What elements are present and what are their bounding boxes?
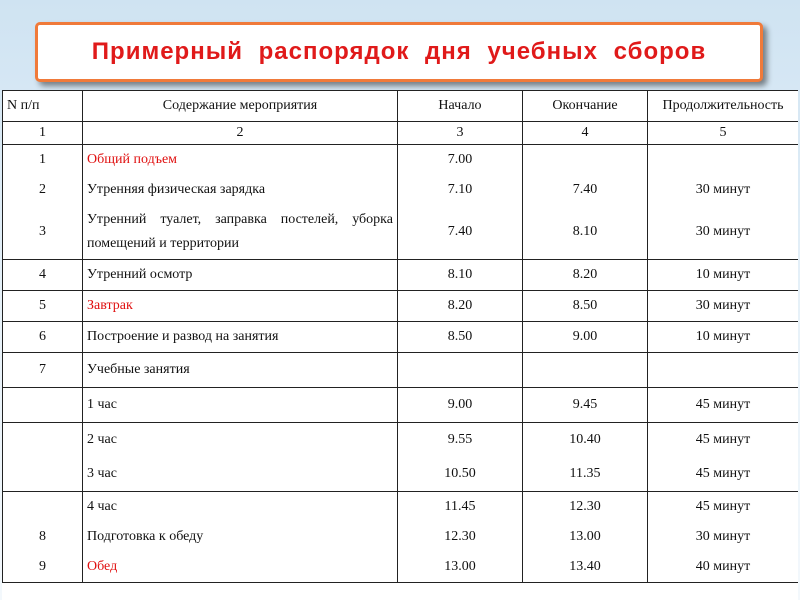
row-number: 8 (3, 522, 83, 552)
row-duration: 45 минут (648, 457, 799, 492)
row-duration (648, 353, 799, 388)
column-number: 2 (83, 122, 398, 145)
table-row (3, 291, 799, 322)
row-duration: 45 минут (648, 388, 799, 423)
row-end: 13.40 (523, 552, 648, 583)
row-number (3, 388, 83, 423)
schedule-table (2, 90, 798, 583)
row-end: 10.40 (523, 423, 648, 458)
table-row (3, 552, 799, 583)
row-number: 4 (3, 260, 83, 291)
table-row (3, 322, 799, 353)
column-number: 4 (523, 122, 648, 145)
row-start: 7.40 (398, 205, 523, 260)
row-start: 8.20 (398, 291, 523, 322)
column-number: 5 (648, 122, 799, 145)
row-number: 2 (3, 175, 83, 205)
row-end: 8.20 (523, 260, 648, 291)
row-start: 7.10 (398, 175, 523, 205)
row-end: 8.10 (523, 205, 648, 260)
row-start: 12.30 (398, 522, 523, 552)
table-row (3, 175, 799, 205)
row-start: 13.00 (398, 552, 523, 583)
row-end: 7.40 (523, 175, 648, 205)
row-start (398, 353, 523, 388)
row-duration: 45 минут (648, 423, 799, 458)
table-row (3, 353, 799, 388)
row-number: 5 (3, 291, 83, 322)
table-row (3, 522, 799, 552)
row-duration: 30 минут (648, 205, 799, 260)
header-duration: Продолжительность (648, 91, 799, 122)
row-duration (648, 145, 799, 176)
row-duration: 30 минут (648, 522, 799, 552)
row-start: 10.50 (398, 457, 523, 492)
title-box (35, 22, 763, 82)
row-number: 1 (3, 145, 83, 176)
row-end (523, 145, 648, 176)
header-start: Начало (398, 91, 523, 122)
row-number: 9 (3, 552, 83, 583)
row-start: 8.10 (398, 260, 523, 291)
row-activity: Утренняя физическая зарядка (83, 175, 398, 205)
row-activity: Обед (83, 552, 398, 583)
row-activity: Утренний осмотр (83, 260, 398, 291)
row-number: 7 (3, 353, 83, 388)
row-duration: 40 минут (648, 552, 799, 583)
row-activity: Утренний туалет, заправка постелей, уборка помещений и территории (83, 205, 398, 260)
row-duration: 30 минут (648, 175, 799, 205)
table-row (3, 260, 799, 291)
header-row (3, 91, 799, 122)
row-end: 9.45 (523, 388, 648, 423)
schedule-table-wrap (2, 90, 798, 600)
row-start: 7.00 (398, 145, 523, 176)
header-number: N п/п (3, 91, 83, 122)
row-activity: Завтрак (83, 291, 398, 322)
row-end: 11.35 (523, 457, 648, 492)
row-activity: 4 час (83, 492, 398, 523)
column-number: 3 (398, 122, 523, 145)
row-start: 11.45 (398, 492, 523, 523)
row-start: 8.50 (398, 322, 523, 353)
row-activity: Учебные занятия (83, 353, 398, 388)
page-title: Примерный распорядок дня учебных сборов (91, 38, 707, 65)
header-end: Окончание (523, 91, 648, 122)
row-end: 12.30 (523, 492, 648, 523)
row-activity: 1 час (83, 388, 398, 423)
row-start: 9.00 (398, 388, 523, 423)
row-duration: 10 минут (648, 260, 799, 291)
row-end: 8.50 (523, 291, 648, 322)
row-start: 9.55 (398, 423, 523, 458)
column-number-row (3, 122, 799, 145)
row-duration: 30 минут (648, 291, 799, 322)
table-row (3, 205, 799, 260)
table-row (3, 388, 799, 423)
column-number: 1 (3, 122, 83, 145)
row-number (3, 492, 83, 523)
row-activity: 3 час (83, 457, 398, 492)
row-number (3, 457, 83, 492)
row-number: 3 (3, 205, 83, 260)
row-activity: 2 час (83, 423, 398, 458)
row-number: 6 (3, 322, 83, 353)
row-end: 9.00 (523, 322, 648, 353)
row-end: 13.00 (523, 522, 648, 552)
row-activity: Общий подъем (83, 145, 398, 176)
header-content: Содержание мероприятия (83, 91, 398, 122)
row-end (523, 353, 648, 388)
row-number (3, 423, 83, 458)
row-duration: 45 минут (648, 492, 799, 523)
row-duration: 10 минут (648, 322, 799, 353)
row-activity: Построение и развод на занятия (83, 322, 398, 353)
table-row (3, 423, 799, 458)
row-activity: Подготовка к обеду (83, 522, 398, 552)
table-row (3, 145, 799, 176)
table-row (3, 492, 799, 523)
table-row (3, 457, 799, 492)
